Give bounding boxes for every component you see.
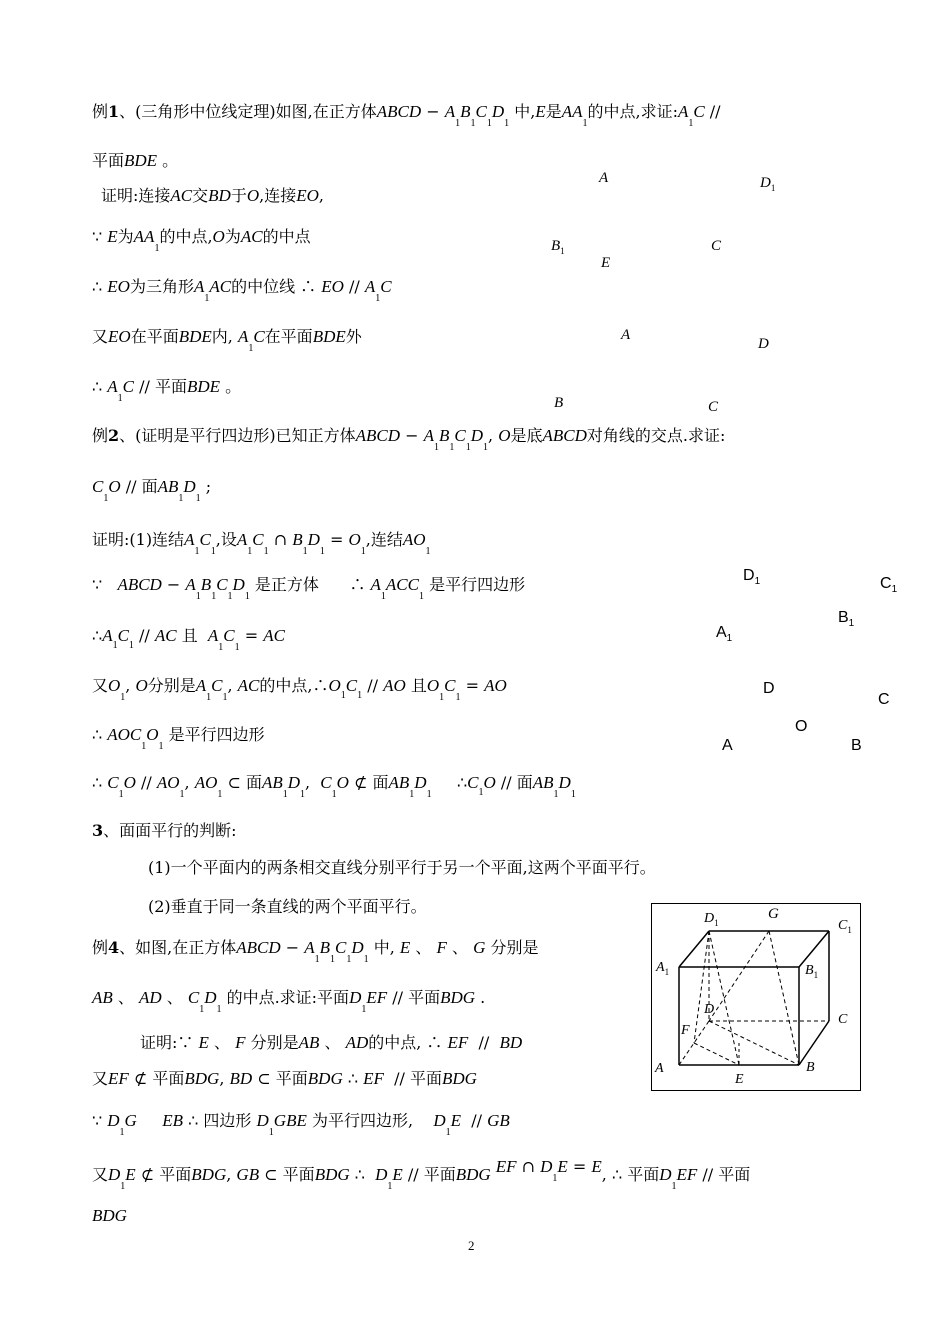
ex2-label-d: D bbox=[763, 680, 775, 697]
ex4-label-d1: $D_1$ bbox=[704, 911, 719, 928]
sec3-title: 3、面面平行的判断: bbox=[92, 821, 237, 840]
ex4-proof4: 又$D_1E$ ⊄ 平面BDG, GB ⊂ 平面BDG ∴ $D_1E$ // 平面BDG EF ∩ $D_1E = E$, ∴ 平面$D_1EF$ // 平面 bbox=[92, 1157, 751, 1192]
ex4-title-line: 例4、如图,在正方体ABCD − $A_1B_1C_1D_1$ 中, E 、 F 、 G 分别是 bbox=[92, 938, 539, 965]
ex4-label-e: E bbox=[735, 1072, 744, 1087]
ex1-label-d: D bbox=[758, 336, 769, 352]
ex1-label-c: C bbox=[711, 238, 722, 254]
ex2-label-a: A bbox=[722, 737, 733, 754]
ex1-label-b1: $B_1$ bbox=[551, 238, 565, 256]
sec3-item2: (2)垂直于同一条直线的两个平面平行。 bbox=[148, 897, 427, 916]
ex4-proof1: 证明:∵ E 、 F 分别是AB 、 AD的中点, ∴ EF // BD bbox=[140, 1033, 523, 1052]
ex1-title-line: 例1、(三角形中位线定理)如图,在正方体ABCD − $A_1B_1C_1D_1$ 中,E是$AA_1$的中点,求证$:A_1C$ // bbox=[92, 102, 721, 129]
ex1-proof1: 证明:连接AC交BD于O,连接EO, bbox=[101, 186, 324, 205]
ex2-proof2: ∵ ABCD − $A_1B_1C_1D_1$ 是正方体 ∴ $A_1ACC_1$ 是平行四边形 bbox=[92, 575, 526, 602]
ex2-label-b: B bbox=[851, 737, 862, 754]
ex2-label-c1: $C_1$ bbox=[880, 575, 898, 596]
ex4-proof3: ∵ $D_1G$ EB ∴ 四边形 $D_1GBE$ 为平行四边形, $D_1E$ // GB bbox=[92, 1111, 510, 1138]
page-number: 2 bbox=[468, 1238, 475, 1253]
ex4-line2: AB 、 AD 、 $C_1D_1$ 的中点.求证:平面$D_1EF$ // 平面BDG . bbox=[92, 988, 486, 1015]
ex4-label-b1: $B_1$ bbox=[805, 963, 819, 980]
ex4-label-a1: $A_1$ bbox=[656, 960, 670, 977]
ex4-label-a: A bbox=[655, 1061, 664, 1076]
ex1-label-d1: $D_1$ bbox=[760, 175, 776, 193]
ex2-label-a1: $A_1$ bbox=[716, 624, 733, 645]
ex1-proof2: ∵ E为$AA_1$的中点,O为AC的中点 bbox=[92, 227, 311, 254]
ex2-proof1: 证明:(1)连结$A_1C_1$,设$A_1C_1$ ∩ $B_1D_1 = O_1$,连结$AO_1$ bbox=[92, 530, 431, 557]
ex1-label-c-bottom: C bbox=[708, 399, 719, 415]
ex2-proof3: $\therefore A_1C_1$ // AC 且 $A_1C_1$ = AC bbox=[92, 626, 285, 653]
ex1-line2: 平面BDE 。 bbox=[92, 151, 179, 170]
ex2-label-b1: $B_1$ bbox=[838, 609, 855, 630]
ex1-label-a-bottom: A bbox=[621, 327, 631, 343]
ex4-label-g: G bbox=[768, 906, 779, 922]
ex1-label-b: B bbox=[554, 395, 564, 411]
ex1-label-a: A bbox=[599, 170, 609, 186]
ex4-proof2: 又EF ⊄ 平面BDG, BD ⊂ 平面BDG ∴ EF // 平面BDG bbox=[92, 1069, 477, 1088]
ex4-proof4-cont: BDG bbox=[92, 1206, 127, 1225]
ex1-proof4: 又EO在平面BDE内, $A_1C$在平面BDE外 bbox=[92, 327, 362, 354]
ex2-proof6: ∴ $C_1O // AO_1$, $AO_1$ ⊂ 面$AB_1D_1$, $C_1O$ ⊄ 面$AB_1D_1$ $\therefore C_1O$ // 面$AB_1D_1$ bbox=[92, 773, 576, 800]
ex2-proof4: 又$O_1$, O分别是$A_1C_1$, AC的中点$,\therefore O_1C_1$ // AO 且$O_1C_1$ = AO bbox=[92, 676, 507, 703]
ex1-label-e: E bbox=[601, 255, 611, 271]
ex2-line2: $C_1O$ // 面$AB_1D_1$ ; bbox=[92, 477, 212, 504]
ex4-cube-figure bbox=[651, 903, 861, 1091]
ex1-proof3: ∴ EO为三角形$A_1AC$的中位线 ∴ EO // $A_1C$ bbox=[92, 277, 392, 304]
ex2-label-c: C bbox=[878, 691, 890, 708]
ex4-label-b: B bbox=[806, 1060, 815, 1075]
ex4-label-d: D bbox=[704, 1002, 715, 1017]
sec3-item1: (1)一个平面内的两条相交直线分别平行于另一个平面,这两个平面平行。 bbox=[148, 858, 656, 877]
ex2-proof5: ∴ $AOC_1O_1$ 是平行四边形 bbox=[92, 725, 265, 752]
ex4-label-f: F bbox=[681, 1023, 690, 1038]
ex2-label-d1: $D_1$ bbox=[743, 567, 761, 588]
ex4-label-c: C bbox=[838, 1012, 848, 1027]
ex1-proof5: ∴ $A_1C$ // 平面BDE 。 bbox=[92, 377, 242, 404]
ex4-label-c1: $C_1$ bbox=[838, 918, 852, 935]
ex2-title-line: 例2、(证明是平行四边形)已知正方体ABCD − $A_1B_1C_1D_1$, O是底ABCD对角线的交点.求证: bbox=[92, 426, 726, 453]
ex2-label-o: O bbox=[795, 718, 808, 735]
